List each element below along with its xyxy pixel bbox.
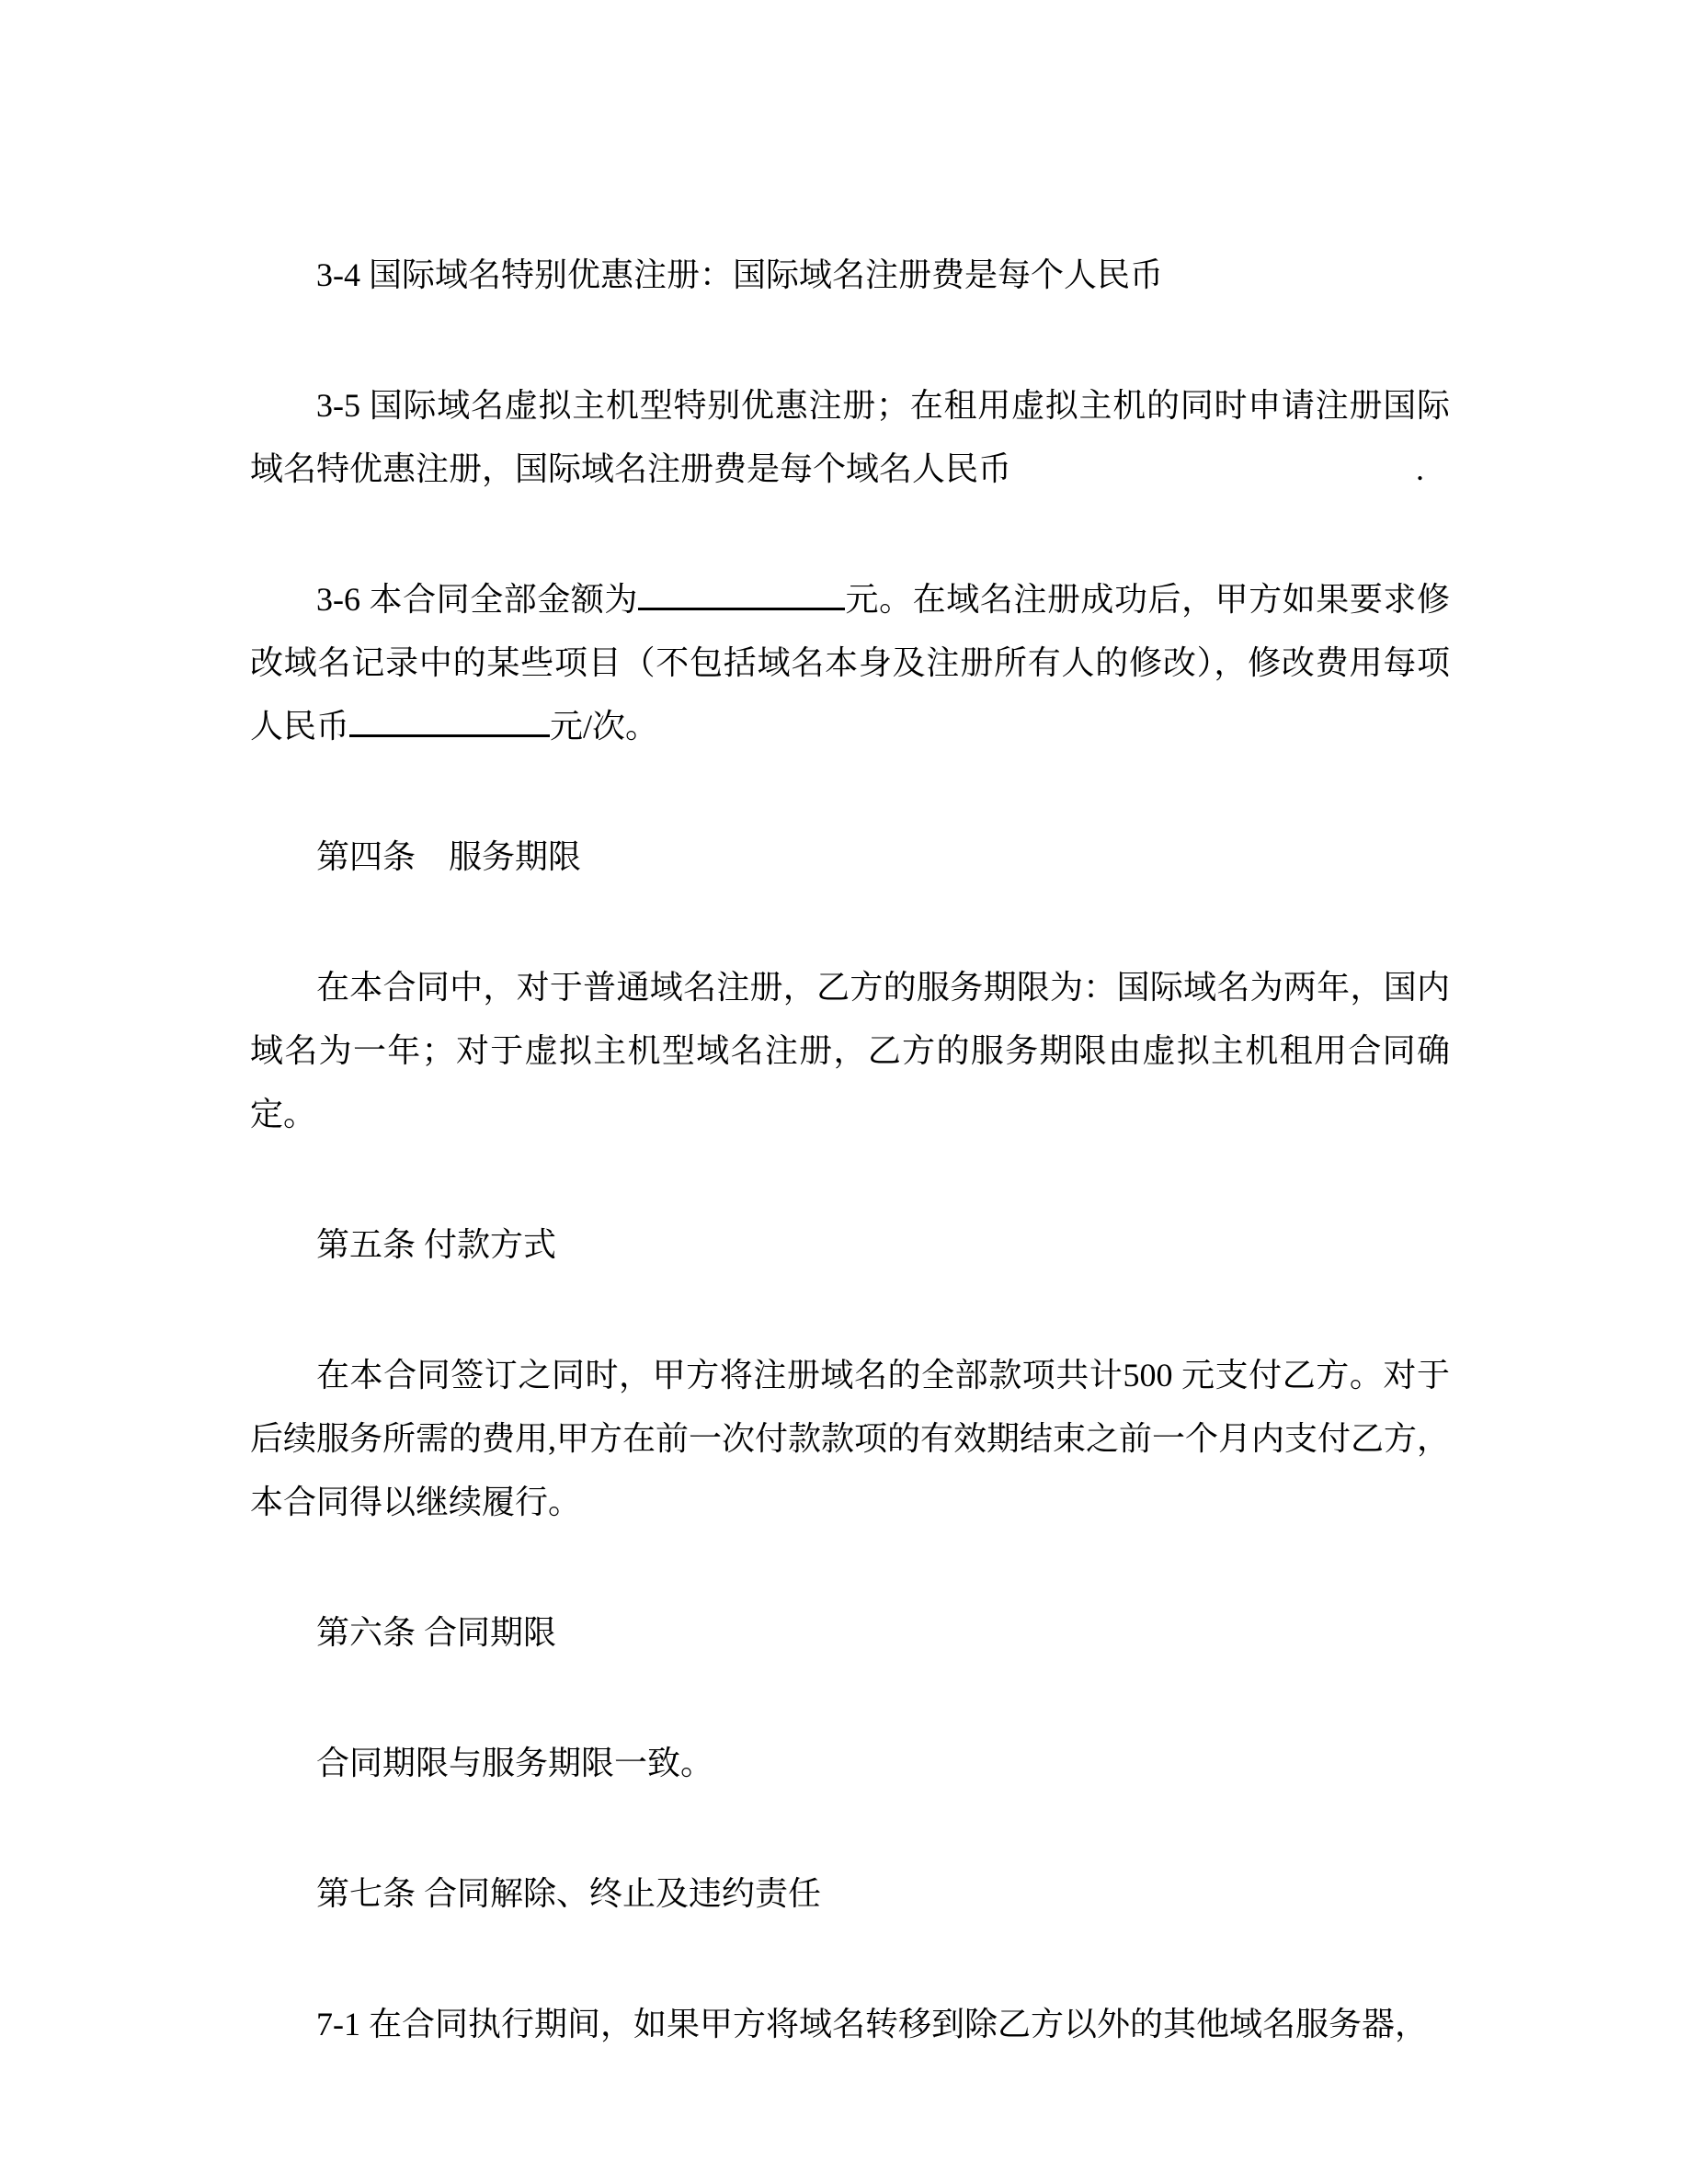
article-6-heading-text: 第六条 合同期限 <box>316 1614 557 1651</box>
article-5-body-paragraph <box>250 1344 1450 1534</box>
article-6-heading <box>250 1601 1450 1665</box>
article-5-heading-text: 第五条 付款方式 <box>316 1226 557 1263</box>
clause-7-1-text: 7-1 在合同执行期间，如果甲方将域名转移到除乙方以外的其他域名服务器， <box>316 2006 1428 2042</box>
total-amount-fill-in-line <box>638 579 845 610</box>
clause-3-5-paragraph <box>250 374 1450 501</box>
clause-3-5-period: . <box>1416 450 1425 487</box>
article-4-heading-text: 第四条 服务期限 <box>316 838 582 875</box>
article-7-heading <box>250 1862 1450 1926</box>
clause-3-6-text-middle: 元。在域名注册成功后，甲方如果要求修改域名记录中的某些项目（不包括域名本身及注册所有人的修改），修改费用每项人民币 <box>250 581 1450 745</box>
clause-3-6-text-lead: 3-6 本合同全部金额为 <box>316 581 638 618</box>
clause-3-6-text-tail: 元/次。 <box>550 708 659 745</box>
clause-3-4-text: 3-4 国际域名特别优惠注册：国际域名注册费是每个人民币 <box>316 256 1163 293</box>
article-5-body-text: 在本合同签订之同时，甲方将注册域名的全部款项共计500 元支付乙方。对于后续服务所需的费用,甲方在前一次付款款项的有效期结束之前一个月内支付乙方，本合同得以继续履行。 <box>250 1357 1451 1520</box>
clause-3-5-text: 3-5 国际域名虚拟主机型特别优惠注册；在租用虚拟主机的同时申请注册国际域名特优惠注册，国际域名注册费是每个域名人民币 <box>250 387 1450 487</box>
article-5-heading <box>250 1213 1450 1277</box>
contract-text-block <box>250 244 1450 2056</box>
article-7-heading-text: 第七条 合同解除、终止及违约责任 <box>316 1875 822 1912</box>
article-4-heading <box>250 825 1450 889</box>
clause-7-1-paragraph <box>250 1993 1450 2056</box>
article-4-body-paragraph <box>250 956 1450 1146</box>
article-6-body-text: 合同期限与服务期限一致。 <box>316 1745 714 1781</box>
article-4-body-text: 在本合同中，对于普通域名注册，乙方的服务期限为：国际域名为两年，国内域名为一年；对于虚拟主机型域名注册，乙方的服务期限由虚拟主机租用合同确定。 <box>250 969 1450 1132</box>
modification-fee-fill-in-line <box>349 706 550 737</box>
clause-3-6-paragraph <box>250 568 1450 758</box>
clause-3-5-blank-space <box>1011 479 1416 480</box>
article-6-body-paragraph <box>250 1732 1450 1795</box>
clause-3-4-paragraph <box>250 244 1450 307</box>
